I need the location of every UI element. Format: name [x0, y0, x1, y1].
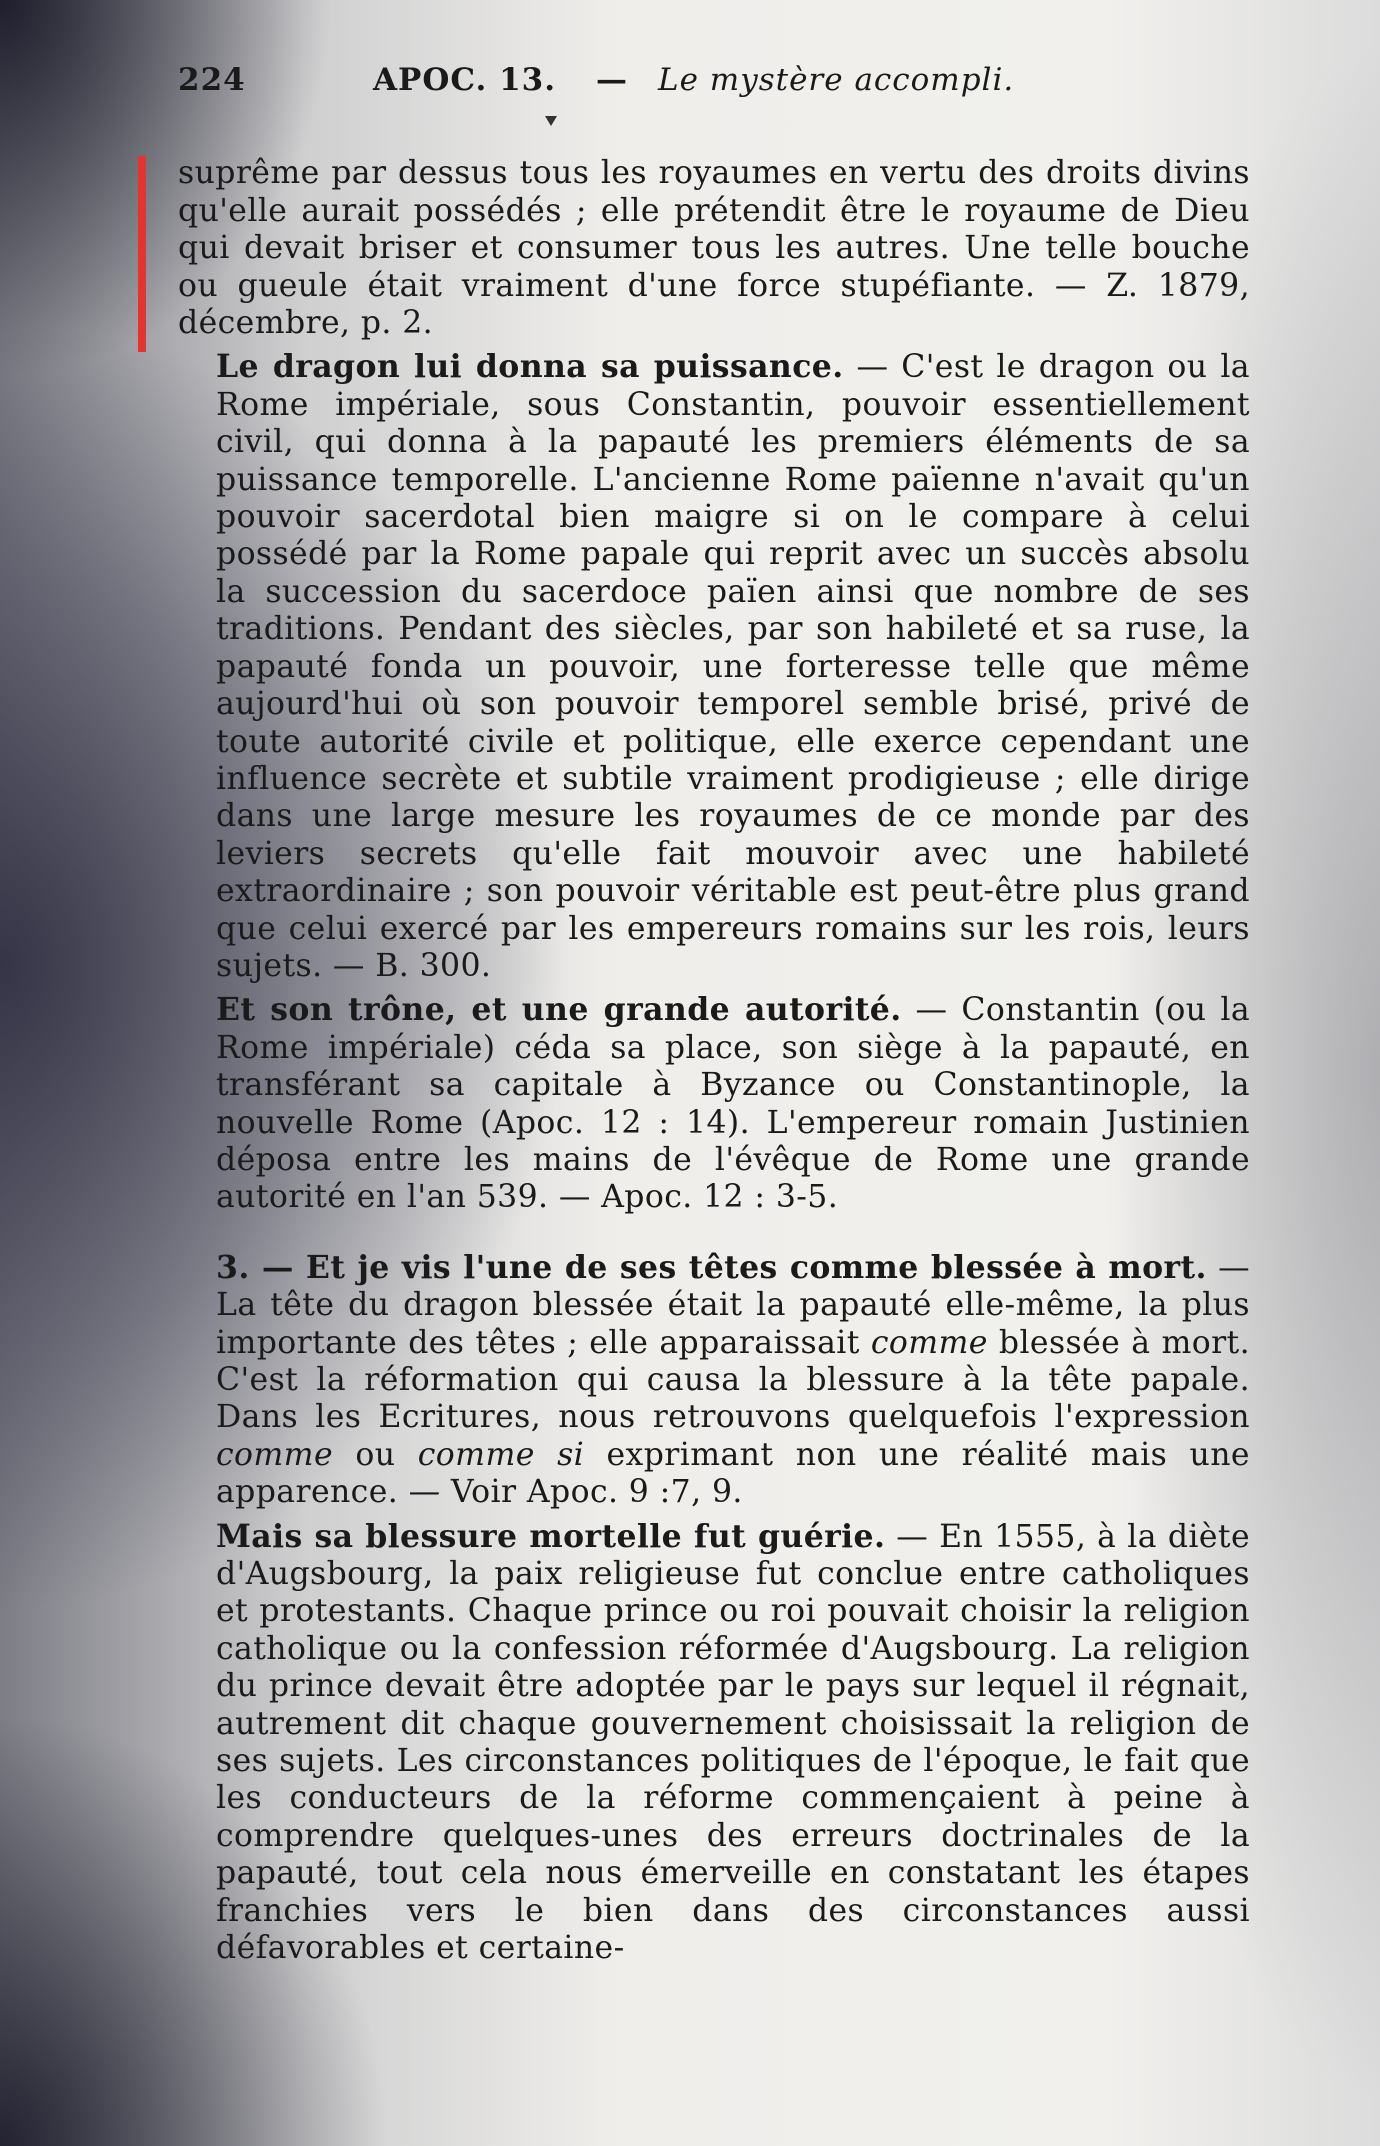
text-column — [178, 62, 1250, 1968]
paragraph-body: — C'est le dragon ou la Rome impériale, sous Constantin, pouvoir essentiellement civil, qui donna à la papauté les premiers éléments de sa puissance temporelle. L'ancienne Rome païenne n'avait qu'un pouvoir sacerdotal bien maigre si on le compare à celui possédé par la Rome papale qui reprit avec un succès absolu la succession du sacerdoce païen ainsi que nombre de ses traditions. Pendant des siècles, par son habileté et sa ruse, la papauté fonda un pouvoir, une forteresse telle que même aujourd'hui où son pouvoir temporel semble brisé, privé de toute autorité civile et politique, elle exerce cependant une influence secrète et subtile vraiment prodigieuse ; elle dirige dans une large mesure les royaumes de ce monde par des leviers secrets qu'elle fait mouvoir avec une habileté extraordinaire ; son pouvoir véritable est peut-être plus grand que celui exercé par les empereurs romains sur les rois, leurs sujets. — B. 300. — [216, 349, 1250, 984]
paragraph-body: — En 1555, à la diète d'Augsbourg, la paix religieuse fut conclue entre catholiques et protestants. Chaque prince ou roi pouvait choisir la religion catholique ou la confession réformée d'Augsbourg. La religion du prince devait être adoptée par le pays sur lequel il régnait, autrement dit chaque gouvernement choisissait la religion de ses sujets. Les circonstances politiques de l'époque, le fait que les conducteurs de la réforme commençaient à peine à comprendre quelques-unes des erreurs doctrinales de la papauté, tout cela nous émerveille en constatant les étapes franchies vers le bien dans des circonstances aussi défavorables et certaine- — [216, 1518, 1250, 1967]
paragraph-continuation — [178, 155, 1250, 342]
paragraph-lead: Mais sa blessure mortelle fut guérie. — [216, 1517, 886, 1555]
italic-term: comme si — [417, 1436, 585, 1473]
paragraph-body: blessée à mort. C'est la réformation qui causa la blessure à la tête papale. Dans les Ecritures, nous retrouvons quelquefois l'expression — [216, 1324, 1251, 1436]
paragraph-lead: 3. — Et je vis l'une de ses têtes comme blessée à mort. — [216, 1248, 1207, 1286]
paragraph-body: — Constantin (ou la Rome impériale) céda sa place, son siège à la papauté, en transférant sa capitale à Byzance ou Constantinople, la nouvelle Rome (Apoc. 12 : 14). L'empereur romain Justinien déposa entre les mains de l'évêque de Rome une grande autorité en l'an 539. — Apoc. 12 : 3-5. — [216, 992, 1250, 1216]
running-title: Le mystère accompli. — [658, 62, 1015, 98]
header-dash: — — [596, 62, 629, 98]
margin-highlight-mark — [138, 156, 146, 352]
paragraph-body: — La tête du dragon blessée était la papauté elle-même, la plus importante des têtes ; elle apparaissait — [216, 1249, 1250, 1361]
running-header — [178, 62, 1250, 99]
paragraph-lead: Et son trône, et une grande autorité. — [216, 991, 902, 1029]
italic-term: comme — [870, 1324, 988, 1361]
paragraph-lead: Le dragon lui donna sa puissance. — [216, 348, 844, 386]
paragraph-wound-healed — [178, 1518, 1250, 1968]
paragraph-body: suprême par dessus tous les royaumes en vertu des droits divins qu'elle aurait possédés ; elle prétendit être le royaume de Dieu qui devait briser et consumer tous les autres. Une telle bouche ou gueule était vraiment d'une force stupéfiante. — Z. 1879, décembre, p. 2. — [178, 155, 1250, 342]
paragraph-body: ou — [333, 1436, 418, 1473]
chapter-reference: APOC. 13. — [373, 62, 557, 98]
paragraph-body: exprimant non une réalité mais une apparence. — Voir Apoc. 9 :7, 9. — [216, 1436, 1250, 1511]
italic-term: comme — [216, 1436, 333, 1473]
page-number: 224 — [178, 62, 246, 98]
paragraph-wounded-head — [178, 1249, 1250, 1512]
paragraph-throne-authority — [178, 991, 1250, 1216]
paragraph-dragon-power — [178, 348, 1250, 985]
